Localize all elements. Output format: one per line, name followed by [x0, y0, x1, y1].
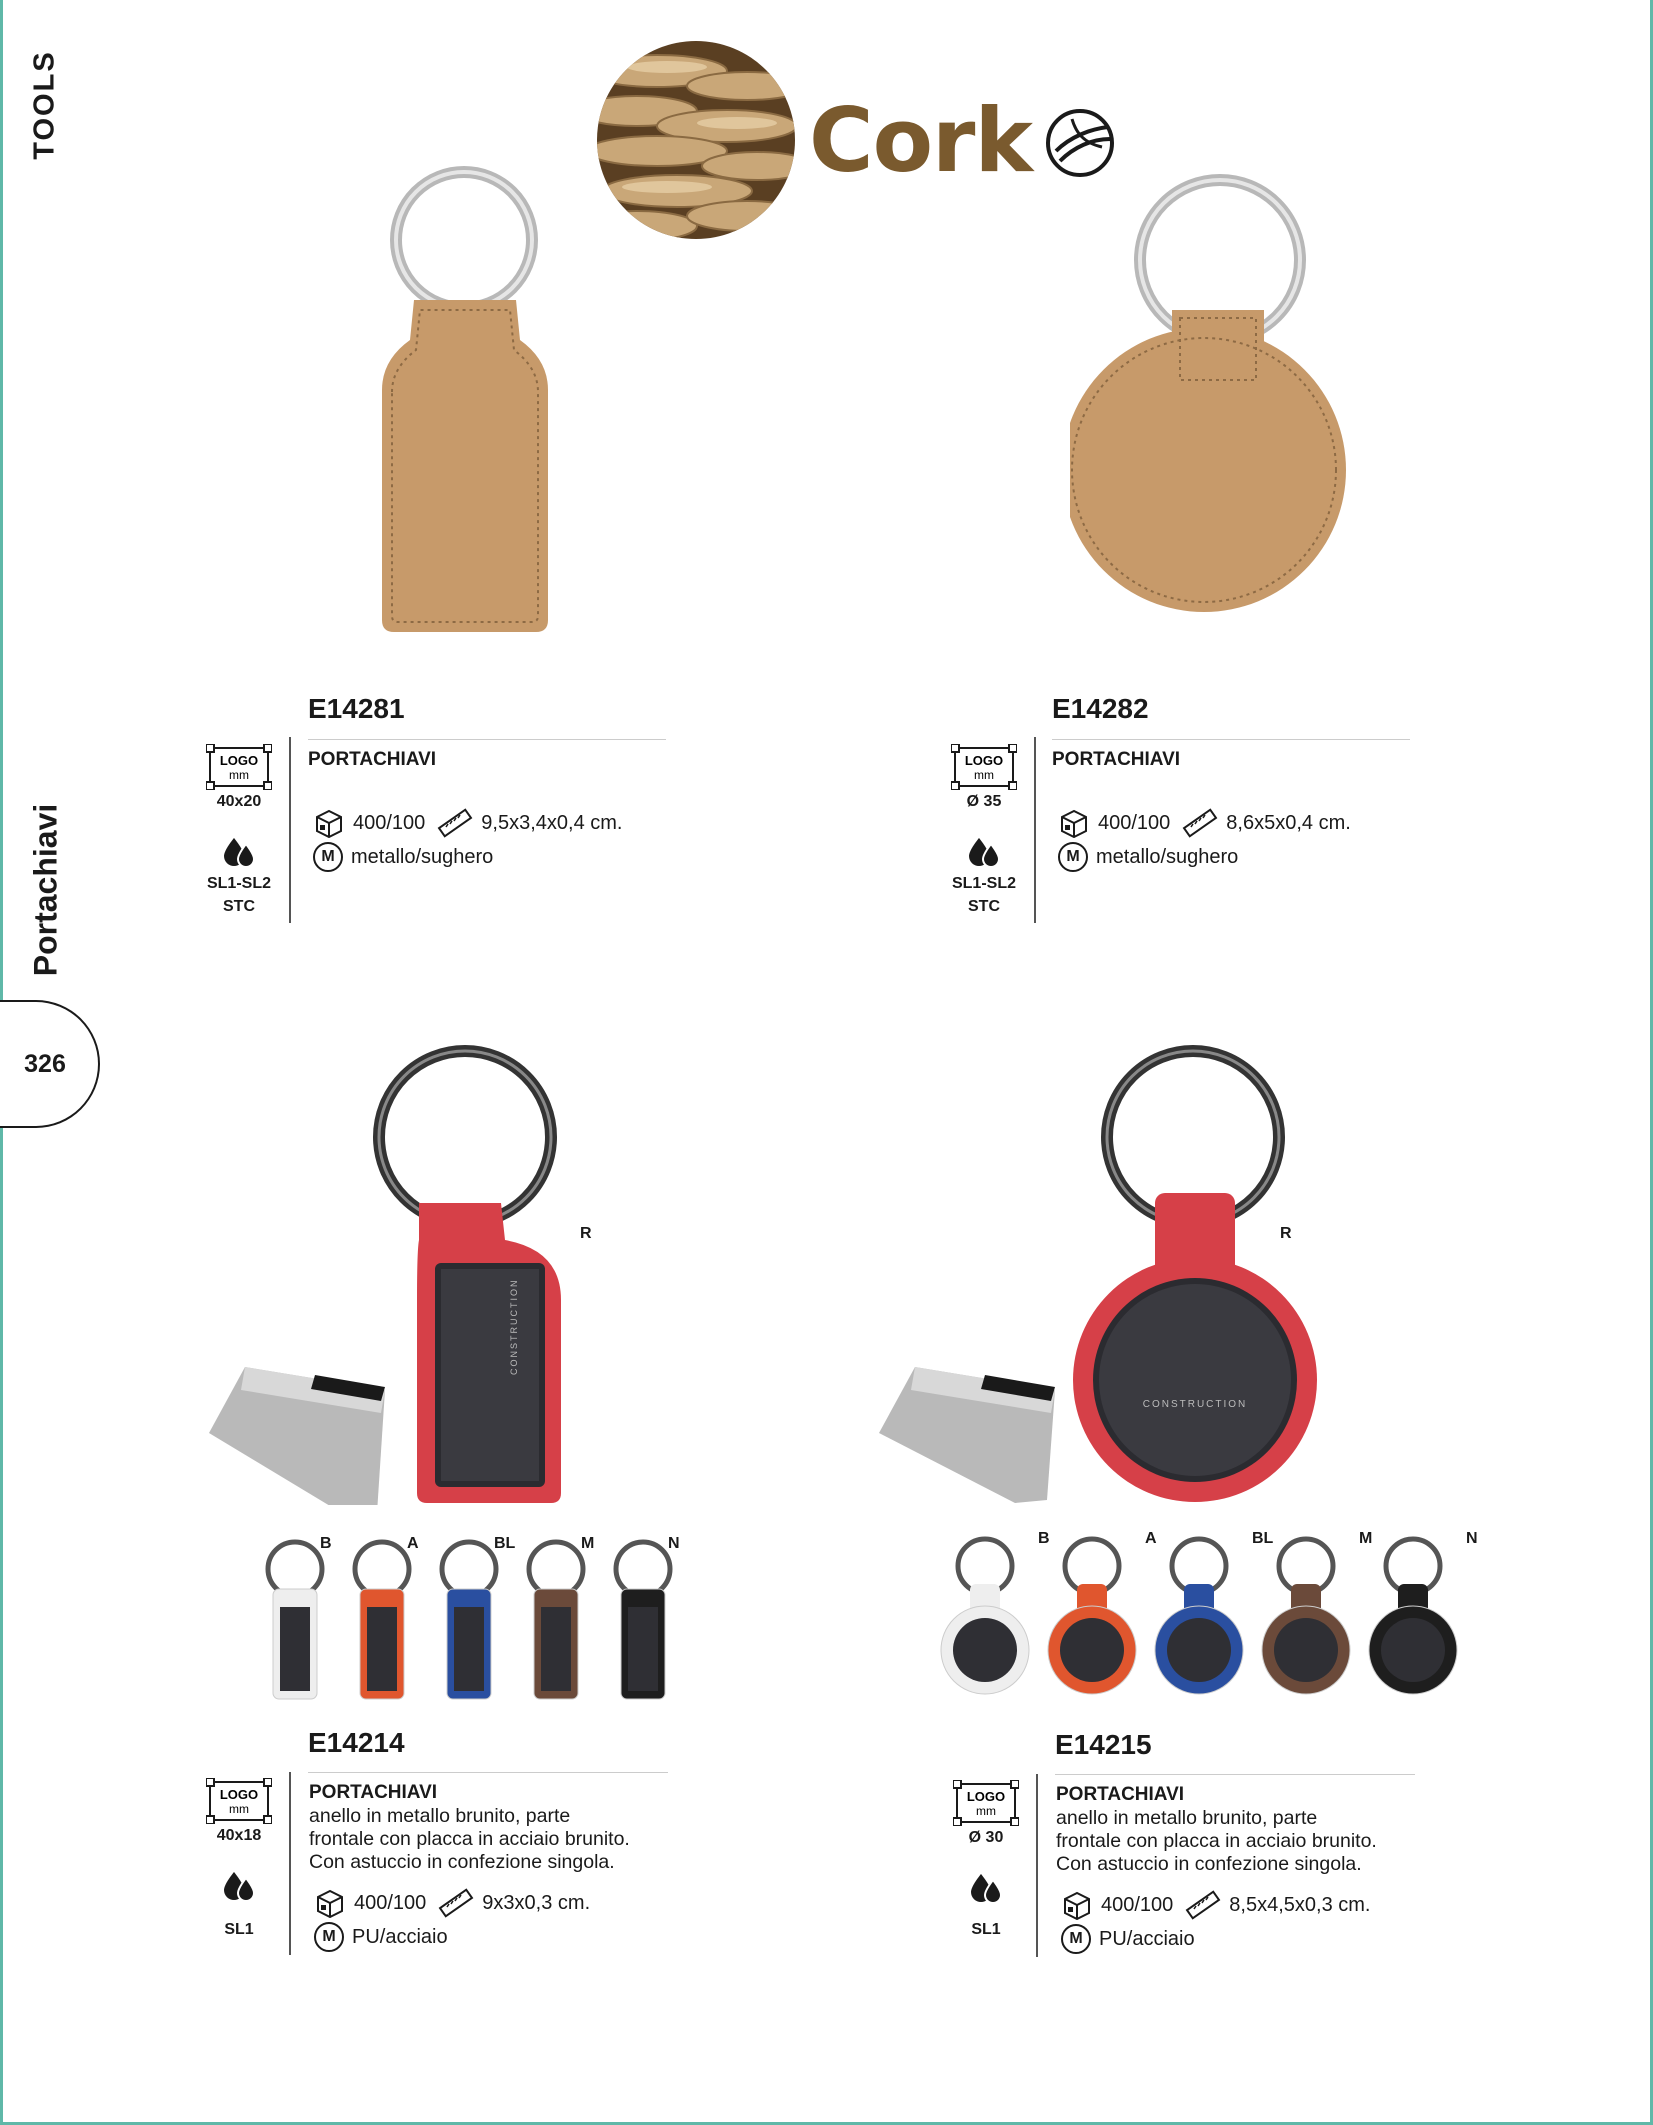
ruler-icon — [1185, 1890, 1221, 1920]
color-variant-thumbnail — [424, 1535, 514, 1705]
pack-quantity: 400/100 — [353, 811, 426, 834]
product-code: E14281 — [308, 693, 405, 724]
variant-color-code: M — [1359, 1530, 1373, 1547]
divider — [308, 1772, 668, 1773]
ruler-icon — [438, 1888, 474, 1918]
material-icon: M — [1061, 1924, 1091, 1954]
logo-size: 40x20 — [216, 793, 262, 810]
pack-quantity: 400/100 — [1098, 811, 1171, 834]
divider-vertical — [1034, 737, 1036, 923]
variant-color-code: A — [407, 1535, 419, 1552]
color-variant-thumbnail — [250, 1535, 340, 1705]
material-row — [313, 842, 493, 872]
svg-text:LOGO: LOGO — [964, 753, 1004, 768]
page-number-tab — [0, 1000, 100, 1128]
color-variant-thumbnail — [1154, 1532, 1244, 1702]
variant-color-code: N — [1466, 1530, 1478, 1547]
print-method: SL1 — [971, 1921, 1001, 1938]
material: metallo/sughero — [351, 845, 494, 868]
logo-area-icon — [206, 744, 272, 790]
logo-size: 40x18 — [216, 1827, 262, 1844]
material: PU/acciaio — [352, 1925, 448, 1948]
category-label: Portachiavi — [27, 803, 64, 977]
divider — [308, 739, 666, 740]
divider-vertical — [289, 1772, 291, 1955]
color-variant-thumbnail — [337, 1535, 427, 1705]
eco-leaf-icon — [1044, 107, 1116, 179]
color-variant-thumbnail — [1261, 1532, 1351, 1702]
svg-text:mm: mm — [229, 1802, 249, 1816]
product-image-e14281 — [370, 160, 570, 640]
print-method: SL1 — [224, 1921, 254, 1938]
product-name: PORTACHIAVI — [309, 1782, 438, 1803]
divider-vertical — [1036, 1774, 1038, 1957]
svg-text:LOGO: LOGO — [219, 753, 259, 768]
ruler-icon — [437, 808, 473, 838]
page-number: 326 — [24, 1049, 66, 1078]
box-pack-icon — [313, 808, 345, 838]
product-image-e14282 — [1070, 170, 1360, 650]
divider — [1055, 1774, 1415, 1775]
material-icon: M — [314, 1922, 344, 1952]
product-description: anello in metallo brunito, parte frontale con placca in acciaio brunito. Con astuccio in confezione singola. — [309, 1805, 630, 1873]
product-name: PORTACHIAVI — [1056, 1784, 1185, 1805]
plate-engraving: CONSTRUCTION — [1142, 1399, 1248, 1410]
print-method: SL1-SL2 — [206, 875, 271, 892]
logo-size: Ø 30 — [968, 1829, 1004, 1846]
cork-texture-photo — [597, 41, 795, 239]
material-icon: M — [1058, 842, 1088, 872]
product-name: PORTACHIAVI — [1052, 749, 1181, 770]
product-name: PORTACHIAVI — [308, 749, 437, 770]
material-row — [1061, 1924, 1195, 1954]
section-tab-label: TOOLS — [28, 50, 61, 160]
variant-color-code: BL — [1252, 1530, 1274, 1547]
product-code: E14282 — [1052, 693, 1149, 724]
product-image-e14214 — [205, 1045, 585, 1505]
ruler-icon — [1182, 808, 1218, 838]
pack-quantity: 400/100 — [1101, 1893, 1174, 1916]
spec-row — [313, 808, 634, 838]
variant-color-code: BL — [494, 1535, 516, 1552]
print-method: STC — [223, 898, 255, 915]
product-code: E14215 — [1055, 1729, 1152, 1760]
svg-text:mm: mm — [976, 1804, 996, 1818]
print-method: SL1-SL2 — [951, 875, 1016, 892]
print-method: STC — [968, 898, 1000, 915]
pack-quantity: 400/100 — [354, 1891, 427, 1914]
print-drops-icon — [222, 1870, 256, 1902]
color-variant-thumbnail — [511, 1535, 601, 1705]
color-variant-thumbnail — [1368, 1532, 1458, 1702]
variant-color-code: M — [581, 1535, 595, 1552]
print-drops-icon — [222, 836, 256, 868]
color-variant-thumbnail — [598, 1535, 688, 1705]
variant-color-code: B — [1038, 1530, 1050, 1547]
print-drops-icon — [969, 1872, 1003, 1904]
material-icon: M — [313, 842, 343, 872]
color-variant-thumbnail — [940, 1532, 1030, 1702]
divider — [1052, 739, 1410, 740]
svg-text:LOGO: LOGO — [966, 1789, 1006, 1804]
material: PU/acciaio — [1099, 1927, 1195, 1950]
logo-area-icon — [951, 744, 1017, 790]
dimensions: 8,5x4,5x0,3 cm. — [1229, 1893, 1371, 1916]
material-row — [1058, 842, 1238, 872]
page-title: Cork — [809, 88, 1032, 192]
logo-area-icon — [953, 1780, 1019, 1826]
logo-area-icon — [206, 1778, 272, 1824]
product-image-e14215 — [875, 1045, 1335, 1505]
spec-row — [1061, 1890, 1382, 1920]
variant-color-code: A — [1145, 1530, 1157, 1547]
box-pack-icon — [314, 1888, 346, 1918]
box-pack-icon — [1058, 808, 1090, 838]
plate-engraving: CONSTRUCTION — [509, 1278, 519, 1375]
variant-color-code: N — [668, 1535, 680, 1552]
product-code: E14214 — [308, 1727, 405, 1758]
page-header — [597, 40, 1116, 240]
print-drops-icon — [967, 836, 1001, 868]
variant-color-code: B — [320, 1535, 332, 1552]
material: metallo/sughero — [1096, 845, 1239, 868]
dimensions: 9x3x0,3 cm. — [482, 1891, 591, 1914]
svg-text:mm: mm — [229, 768, 249, 782]
logo-size: Ø 35 — [966, 793, 1002, 810]
spec-row — [314, 1888, 602, 1918]
main-color-code: R — [580, 1225, 592, 1242]
dimensions: 9,5x3,4x0,4 cm. — [481, 811, 623, 834]
spec-row — [1058, 808, 1363, 838]
main-color-code: R — [1280, 1225, 1292, 1242]
product-description: anello in metallo brunito, parte frontale con placca in acciaio brunito. Con astuccio in confezione singola. — [1056, 1807, 1377, 1875]
box-pack-icon — [1061, 1890, 1093, 1920]
dimensions: 8,6x5x0,4 cm. — [1226, 811, 1351, 834]
svg-text:LOGO: LOGO — [219, 1787, 259, 1802]
material-row — [314, 1922, 448, 1952]
color-variant-thumbnail — [1047, 1532, 1137, 1702]
svg-text:mm: mm — [974, 768, 994, 782]
divider-vertical — [289, 737, 291, 923]
